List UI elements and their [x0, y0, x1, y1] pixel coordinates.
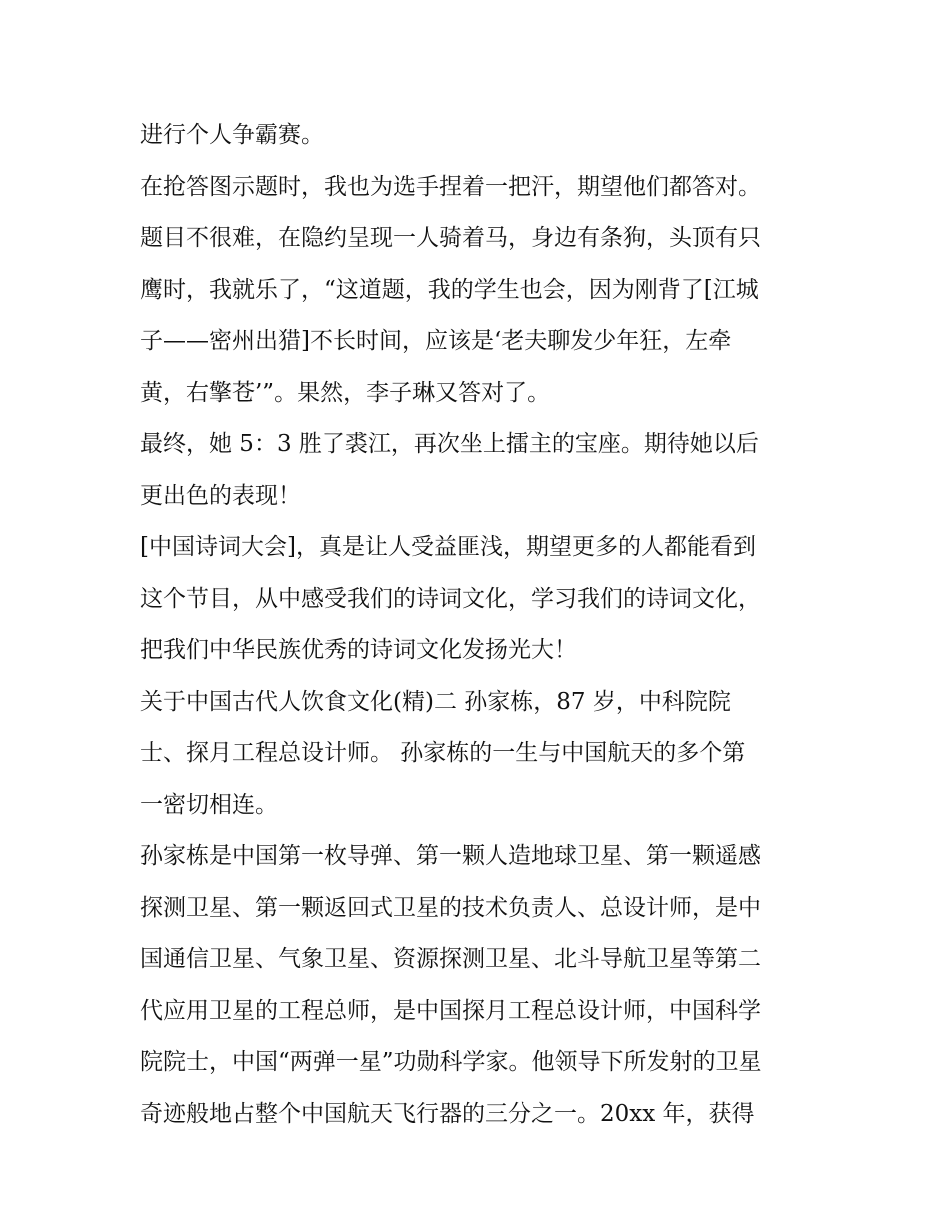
text-line: 鹰时，我就乐了，“这道题，我的学生也会，因为刚背了[江城 — [140, 276, 759, 303]
text-line: 院院士，中国“两弹一星”功勋科学家。他领导下所发射的卫星 — [140, 1049, 762, 1075]
text-line: 最终，她 5：3 胜了裘江，再次坐上擂主的宝座。期待她以后 — [140, 431, 759, 457]
text-line: 奇迹般地占整个中国航天飞行器的三分之一。20xx 年，获得 — [140, 1100, 755, 1127]
text-line: 在抢答图示题时，我也为选手捏着一把汗，期望他们都答对。 — [140, 173, 761, 200]
text-line: 士、探月工程总设计师。 孙家栋的一生与中国航天的多个第 — [140, 740, 746, 766]
text-line: 代应用卫星的工程总师，是中国探月工程总设计师，中国科学 — [140, 997, 761, 1024]
text-line: 题目不很难，在隐约呈现一人骑着马，身边有条狗，头顶有只 — [140, 225, 761, 251]
text-line: 孙家栋是中国第一枚导弹、第一颗人造地球卫星、第一颗遥感 — [140, 843, 761, 869]
text-line: [中国诗词大会]，真是让人受益匪浅，期望更多的人都能看到 — [140, 534, 756, 560]
text-line: 黄，右擎苍’”。果然，李子琳又答对了。 — [140, 379, 551, 406]
text-line: 关于中国古代人饮食文化(精)二 孙家栋，87 岁，中科院院 — [140, 688, 731, 715]
text-line: 进行个人争霸赛。 — [140, 122, 324, 148]
text-line: 探测卫星、第一颗返回式卫星的技术负责人、总设计师，是中 — [140, 894, 761, 921]
text-line: 一密切相连。 — [140, 791, 278, 818]
document-body — [140, 110, 830, 1140]
text-line: 国通信卫星、气象卫星、资源探测卫星、北斗导航卫星等第二 — [140, 946, 761, 972]
text-line: 这个节目，从中感受我们的诗词文化，学习我们的诗词文化， — [140, 585, 761, 612]
text-line: 把我们中华民族优秀的诗词文化发扬光大！ — [140, 637, 577, 663]
text-line: 更出色的表现！ — [140, 482, 301, 509]
text-line: 子——密州出猎]不长时间，应该是‘老夫聊发少年狂，左牵 — [140, 328, 732, 354]
